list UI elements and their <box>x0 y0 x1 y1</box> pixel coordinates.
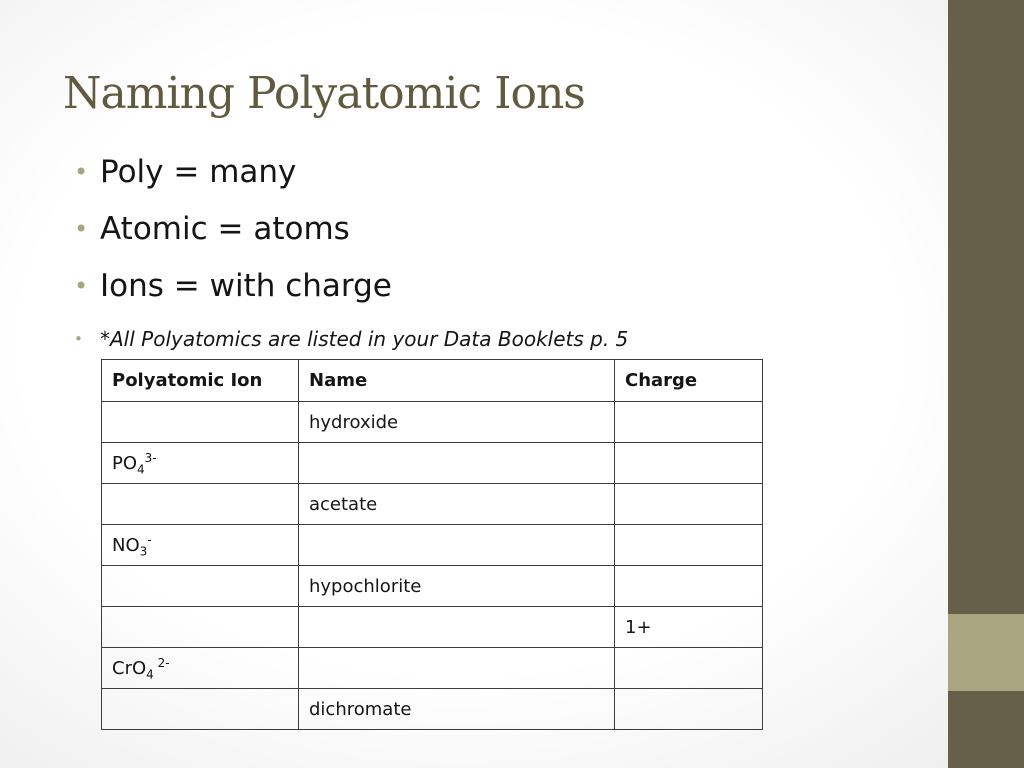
cell-name <box>299 525 615 566</box>
note-text: *All Polyatomics are listed in your Data Booklets p. 5 <box>100 327 629 351</box>
cell-charge <box>615 402 763 443</box>
cell-charge: 1+ <box>615 607 763 648</box>
bullet-item <box>74 207 628 264</box>
cell-polyatomic-ion <box>102 607 299 648</box>
bullet-dot-icon: • <box>74 272 89 300</box>
cell-charge <box>615 648 763 689</box>
cell-polyatomic-ion <box>102 566 299 607</box>
sidebar-accent-block <box>948 614 1024 691</box>
cell-name: dichromate <box>299 689 615 730</box>
ion-subscript: 3 <box>139 544 148 559</box>
bullet-list <box>74 150 628 357</box>
slide-title: Naming Polyatomic Ions <box>63 68 585 119</box>
ion-charge-superscript: 2- <box>153 655 170 670</box>
cell-name: hypochlorite <box>299 566 615 607</box>
ion-formula: PO <box>112 452 138 474</box>
cell-polyatomic-ion <box>102 648 299 689</box>
ion-subscript: 4 <box>137 462 145 477</box>
bullet-dot-icon: • <box>74 330 83 348</box>
ion-subscript: 4 <box>146 667 154 682</box>
ion-formula: NO <box>112 534 140 556</box>
header-name: Name <box>299 360 615 402</box>
table-row <box>102 443 763 484</box>
cell-name <box>299 607 615 648</box>
cell-polyatomic-ion <box>102 689 299 730</box>
cell-name: hydroxide <box>299 402 615 443</box>
cell-charge <box>615 689 763 730</box>
cell-charge <box>615 566 763 607</box>
bullet-text: Ions = with charge <box>100 268 392 304</box>
table-row <box>102 484 763 525</box>
cell-polyatomic-ion <box>102 484 299 525</box>
table-row <box>102 607 763 648</box>
bullet-text: Atomic = atoms <box>100 211 350 247</box>
ion-formula: CrO <box>112 657 147 679</box>
bullet-item-note <box>74 321 628 357</box>
cell-name: acetate <box>299 484 615 525</box>
cell-charge <box>615 525 763 566</box>
cell-polyatomic-ion <box>102 443 299 484</box>
table-row <box>102 689 763 730</box>
cell-polyatomic-ion <box>102 402 299 443</box>
table-header-row <box>102 360 763 402</box>
bullet-item <box>74 150 628 207</box>
header-charge: Charge <box>615 360 763 402</box>
table-row <box>102 566 763 607</box>
table-row <box>102 648 763 689</box>
polyatomic-ions-table <box>101 359 763 730</box>
cell-charge <box>615 484 763 525</box>
cell-charge <box>615 443 763 484</box>
bullet-dot-icon: • <box>74 158 89 186</box>
bullet-text: Poly = many <box>100 154 297 190</box>
cell-name <box>299 648 615 689</box>
cell-polyatomic-ion <box>102 525 299 566</box>
table-row <box>102 402 763 443</box>
ion-charge-superscript: - <box>147 532 152 547</box>
ion-charge-superscript: 3- <box>144 450 157 465</box>
bullet-item <box>74 264 628 321</box>
table-row <box>102 525 763 566</box>
cell-name <box>299 443 615 484</box>
bullet-dot-icon: • <box>74 215 89 243</box>
header-polyatomic-ion: Polyatomic Ion <box>102 360 299 402</box>
